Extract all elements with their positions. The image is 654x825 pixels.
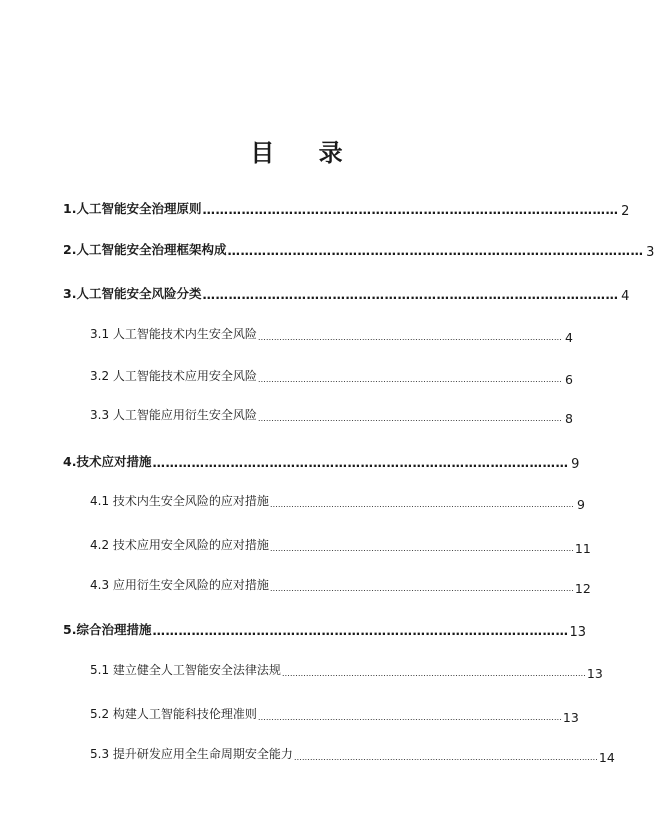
toc-entry-3-1[interactable] bbox=[90, 325, 573, 345]
toc-entry-label: 3.人工智能安全风险分类 bbox=[63, 286, 202, 301]
dot-leader: …………………………………………………………………………………………………… bbox=[257, 375, 562, 384]
toc-entry-label: 3.3 人工智能应用衍生安全风险 bbox=[90, 408, 257, 422]
dot-leader: …………………………………………………………………………………………………… bbox=[257, 414, 562, 423]
toc-page-number: 13 bbox=[586, 666, 603, 681]
toc-page-number: 4 bbox=[564, 330, 573, 345]
dot-leader: …………………………………………………………………………………………………… bbox=[257, 713, 562, 722]
toc-entry-5-3[interactable] bbox=[90, 745, 615, 765]
toc-page-number: 8 bbox=[564, 411, 573, 426]
toc-entry-3-2[interactable] bbox=[90, 367, 573, 387]
toc-entry-label: 5.2 构建人工智能科技伦理准则 bbox=[90, 707, 257, 721]
toc-page-number: 6 bbox=[564, 372, 573, 387]
toc-page-number: 11 bbox=[574, 541, 591, 556]
dot-leader: …………………………………………………………………………………………………… bbox=[257, 333, 562, 342]
toc-page-number: 14 bbox=[598, 750, 615, 765]
toc-page-number: 9 bbox=[571, 457, 580, 472]
toc-entry-label: 5.综合治理措施 bbox=[63, 622, 152, 637]
toc-entry-4-1[interactable] bbox=[90, 492, 585, 512]
toc-entry-label: 5.1 建立健全人工智能安全法律法规 bbox=[90, 663, 281, 677]
dot-leader: …………………………………………………………………………………… bbox=[152, 623, 569, 638]
dot-leader: …………………………………………………………………………………… bbox=[202, 287, 619, 302]
toc-entry-label: 4.2 技术应用安全风险的应对措施 bbox=[90, 538, 269, 552]
dot-leader: …………………………………………………………………………………………………… bbox=[293, 753, 598, 762]
toc-entry-label: 3.2 人工智能技术应用安全风险 bbox=[90, 369, 257, 383]
toc-page-number: 4 bbox=[621, 289, 630, 304]
toc-entry-5[interactable] bbox=[63, 620, 586, 640]
toc-page-number: 12 bbox=[574, 581, 591, 596]
toc-entry-1[interactable] bbox=[63, 199, 630, 219]
toc-page-number: 13 bbox=[569, 625, 586, 640]
toc-entry-label: 1.人工智能安全治理原则 bbox=[63, 201, 202, 216]
toc-entry-3-3[interactable] bbox=[90, 406, 573, 426]
dot-leader: …………………………………………………………………………………………………… bbox=[281, 669, 586, 678]
toc-entry-4-2[interactable] bbox=[90, 536, 591, 556]
toc-entry-label: 4.1 技术内生安全风险的应对措施 bbox=[90, 494, 269, 508]
toc-entry-label: 3.1 人工智能技术内生安全风险 bbox=[90, 327, 257, 341]
dot-leader: …………………………………………………………………………………………………… bbox=[269, 544, 574, 553]
toc-entry-5-1[interactable] bbox=[90, 661, 603, 681]
toc-entry-2[interactable] bbox=[63, 240, 654, 260]
dot-leader: …………………………………………………………………………………………………… bbox=[269, 500, 574, 509]
toc-entry-label: 4.3 应用衍生安全风险的应对措施 bbox=[90, 578, 269, 592]
toc-title: 目 录 bbox=[250, 139, 361, 167]
dot-leader: …………………………………………………………………………………… bbox=[227, 243, 644, 258]
toc-entry-4-3[interactable] bbox=[90, 576, 591, 596]
toc-entry-label: 4.技术应对措施 bbox=[63, 454, 152, 469]
dot-leader: …………………………………………………………………………………… bbox=[202, 202, 619, 217]
toc-page-number: 9 bbox=[576, 497, 585, 512]
dot-leader: …………………………………………………………………………………… bbox=[152, 455, 569, 470]
toc-entry-5-2[interactable] bbox=[90, 705, 579, 725]
toc-page-number: 13 bbox=[562, 710, 579, 725]
toc-page-number: 3 bbox=[646, 245, 654, 260]
toc-entry-label: 5.3 提升研发应用全生命周期安全能力 bbox=[90, 747, 293, 761]
dot-leader: …………………………………………………………………………………………………… bbox=[269, 584, 574, 593]
toc-entry-4[interactable] bbox=[63, 452, 580, 472]
toc-entry-label: 2.人工智能安全治理框架构成 bbox=[63, 242, 227, 257]
toc-entry-3[interactable] bbox=[63, 284, 630, 304]
toc-page-number: 2 bbox=[621, 204, 630, 219]
